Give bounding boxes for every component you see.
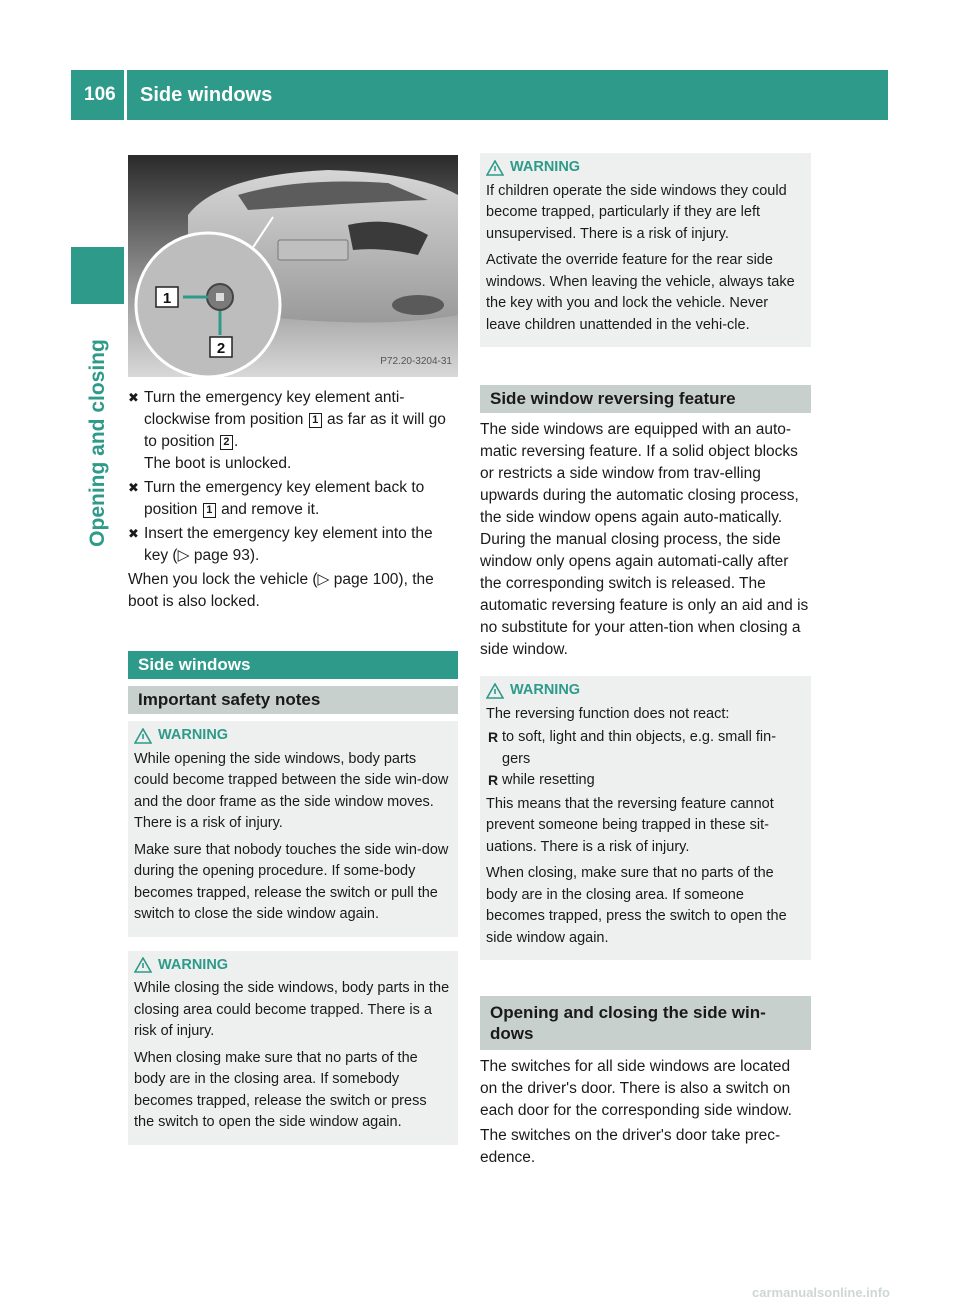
list-item: R to soft, light and thin objects, e.g. small fin-gers: [488, 729, 777, 767]
warning-label: WARNING: [158, 956, 229, 973]
boot-lock-figure: [128, 155, 458, 377]
warning-label: WARNING: [510, 159, 581, 175]
section-reversing-feature: Side window reversing feature: [480, 385, 811, 413]
warning-label: WARNING: [510, 682, 581, 698]
car-boot-illustration: [128, 155, 458, 377]
position-1-key: 1: [203, 503, 216, 518]
list-item: R while resetting: [486, 770, 803, 792]
position-1-key: 1: [309, 413, 322, 428]
page-ref-arrow-icon: ▷: [317, 571, 330, 588]
opening-paragraph-2: The switches on the driver's door take prec-edence.: [480, 1127, 781, 1166]
page-ref-arrow-icon: ▷: [177, 547, 190, 564]
warning-box-3: WARNING If children operate the side windows they could become trapped, particularly if they are left unsupervised. There is a risk of injury. Activate the override feature for the rear side windows. When leaving the vehicle, always take the key with you and lock the vehicle. Never leave children unattended in the vehi-cle.: [480, 153, 811, 347]
warning-triangle-icon: [486, 160, 504, 176]
page-title: Side windows: [140, 84, 273, 106]
step-arrow-icon: ✖: [128, 390, 139, 405]
position-2-key: 2: [220, 435, 233, 450]
warning-box-1: WARNING While opening the side windows, body parts could become trapped between the side win-dow and the door frame as the side window moves. There is a risk of injury. Make sure that nobody touches the side win-dow during the opening procedure. If some-body becomes trapped, release the switch or pull the switch to close the side window again.: [128, 721, 458, 937]
step-arrow-icon: ✖: [128, 526, 139, 541]
lock-paragraph: When you lock the vehicle (▷ page 100), the boot is also locked.: [128, 571, 434, 610]
page-number: 106: [84, 84, 116, 105]
figure-callout-1: 1: [162, 290, 172, 307]
page-100-link[interactable]: page 100), the boot is also locked.: [128, 571, 434, 610]
step-1: ✖ Turn the emergency key element anti-clockwise from position 1 as far as it will go to position 2 . The boot is unlocked.: [128, 389, 446, 472]
chapter-label-text: Opening and closing: [86, 339, 109, 547]
warning-triangle-icon: [134, 957, 152, 973]
figure-code: P72.20-3204-31: [380, 356, 452, 367]
opening-paragraph-1: The switches for all side windows are located on the driver's door. There is also a switch on each door for the corresponding side window.: [480, 1058, 792, 1119]
subsection-safety-notes: Important safety notes: [128, 686, 458, 714]
left-column: [128, 155, 458, 1145]
right-column: [480, 153, 811, 1172]
warning-label: WARNING: [158, 727, 229, 743]
chapter-tab-marker: [71, 247, 124, 304]
section-opening-closing: Opening and closing the side win-dows: [480, 996, 811, 1050]
warning-box-2: WARNING While closing the side windows, body parts in the closing area could become trapped. There is a risk of injury. When closing make sure that no parts of the body are in the closing area. If somebody becomes trapped, release the switch or press the switch to open the side window again.: [128, 951, 458, 1145]
reversing-paragraph: The side windows are equipped with an auto-matic reversing feature. If a solid object blocks or restricts a side window from trav-elling upwards during the automatic closing process, the side window opens again auto-matically. During the manual closing process, the side window only opens again automati-cally after the corresponding switch is released. The automatic reversing feature is only an aid and is no substitute for your atten-tion when closing a side window.: [480, 421, 809, 658]
step-3: ✖ Insert the emergency key element into the key (▷ page 93).: [128, 525, 433, 564]
section-side-windows: Side windows: [128, 651, 458, 679]
warning-box-4: WARNING The reversing function does not react: R to soft, light and thin objects, e.g. small fin-gers R while resetting This means that the reversing feature cannot prevent someone being trapped in these sit-uations. There is a risk of injury. When closing, make sure that no parts of the body are in the closing area. If someone becomes trapped, press the switch to open the side window again.: [480, 676, 811, 960]
bullet-r-icon: R: [488, 729, 499, 745]
step-2: ✖ Turn the emergency key element back to position 1 and remove it.: [128, 479, 425, 518]
warning-triangle-icon: [134, 728, 152, 744]
header-divider: [124, 70, 127, 120]
footer-watermark: carmanualsonline.info: [752, 1285, 890, 1300]
step-arrow-icon: ✖: [128, 480, 139, 495]
page-93-link[interactable]: page 93).: [193, 547, 260, 564]
bullet-r-icon: R: [488, 772, 499, 788]
warning-triangle-icon: [486, 683, 504, 699]
step-1-result: The boot is unlocked.: [144, 455, 292, 472]
chapter-label: [76, 318, 120, 568]
figure-callout-2: 2: [216, 340, 226, 357]
